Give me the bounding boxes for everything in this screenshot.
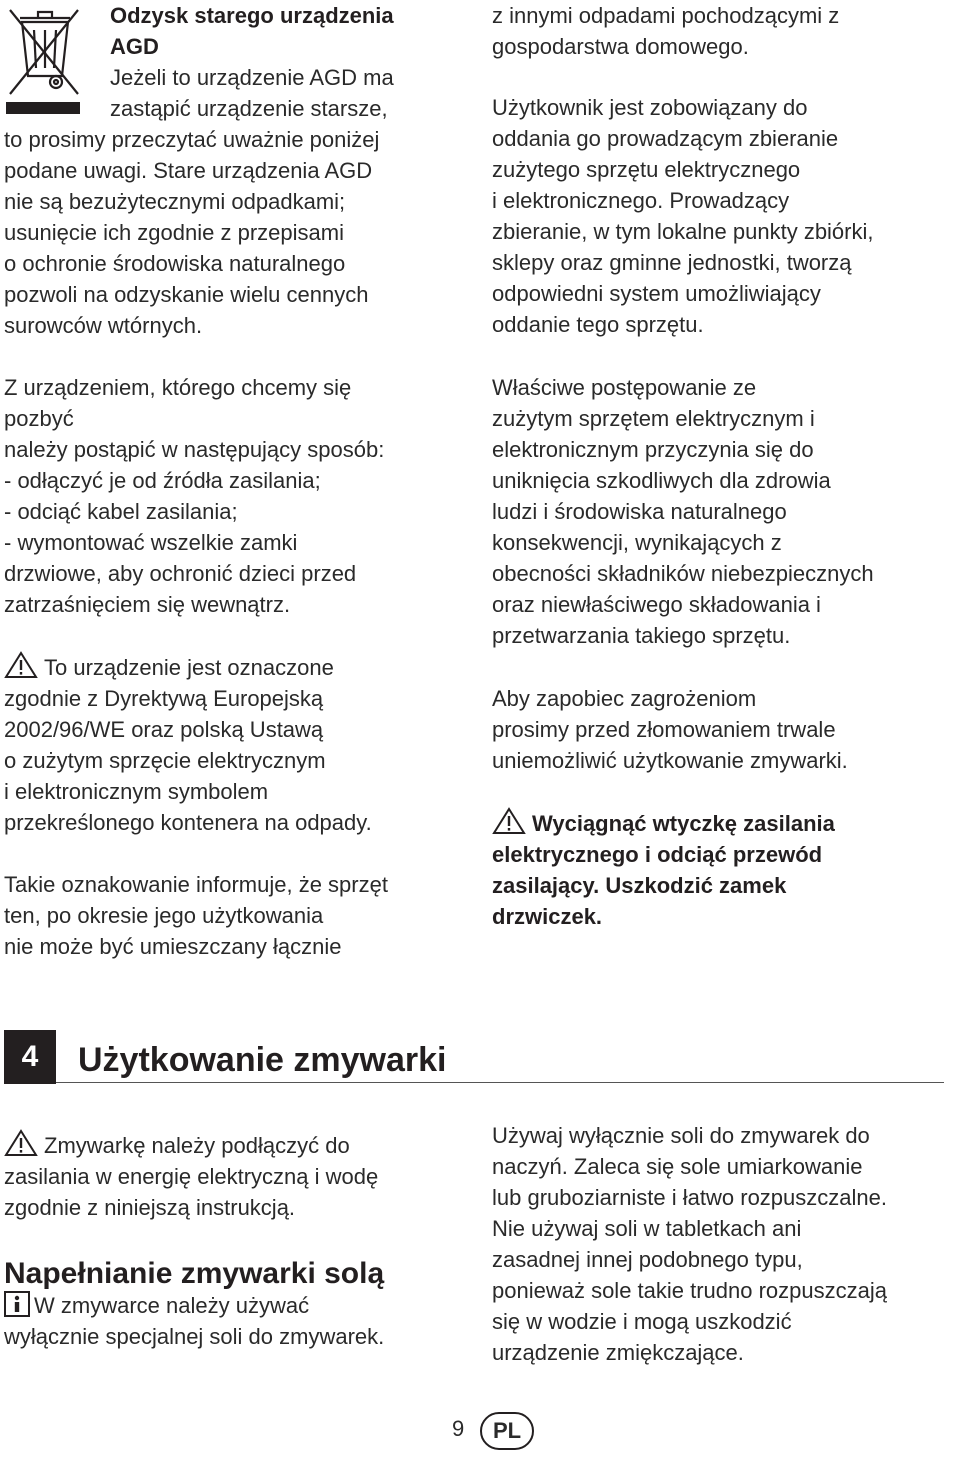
warning-first-line — [492, 807, 952, 839]
user-text-line: odpowiedni system umożliwiający — [492, 281, 821, 306]
info-first-line — [4, 1290, 474, 1321]
directive-first-line — [4, 651, 474, 683]
prevent-text-line: Aby zapobiec zagrożeniom — [492, 686, 757, 711]
steps-text-line: należy postąpić w następujący sposób: — [4, 437, 385, 462]
salt-text-line: Nie używaj soli w tabletkach ani — [492, 1216, 802, 1241]
prevent-text-line: prosimy przed złomowaniem trwale — [492, 717, 836, 742]
steps-text-line: zatrzaśnięciem się wewnątrz. — [4, 592, 291, 617]
steps-text-line: drzwiowe, aby ochronić dzieci przed — [4, 561, 357, 586]
warning-text-line: drzwiczek. — [492, 904, 603, 929]
steps-text-line: - odciąć kabel zasilania; — [4, 499, 238, 524]
proper-text-line: Właściwe postępowanie ze — [492, 375, 757, 400]
user-text-line: zbieranie, w tym lokalne punkty zbiórki, — [492, 219, 874, 244]
proper-text-line: obecności składników niebezpiecznych — [492, 561, 874, 586]
user-text-line: i elektronicznego. Prowadzący — [492, 188, 790, 213]
salt-info-paragraph — [4, 1290, 474, 1352]
section-number: 4 — [4, 1030, 56, 1084]
warning-text: Wyciągnąć wtyczkę zasilania — [532, 811, 835, 836]
user-text-line: oddanie tego sprzętu. — [492, 312, 704, 337]
salt-text-line: Używaj wyłącznie soli do zmywarek do — [492, 1123, 870, 1148]
salt-text-line: naczyń. Zaleca się sole umiarkowanie — [492, 1154, 863, 1179]
connect-first-line — [4, 1129, 474, 1161]
directive-text-line: zgodnie z Dyrektywą Europejską — [4, 686, 324, 711]
disposal-text-line: surowców wtórnych. — [4, 313, 203, 338]
proper-text-line: zużytym sprzętem elektrycznym i — [492, 406, 815, 431]
warning-text-line: elektrycznego i odciąć przewód — [492, 842, 823, 867]
salt-type-paragraph — [492, 1120, 958, 1368]
proper-text-line: przetwarzania takiego sprzętu. — [492, 623, 791, 648]
connect-text: Zmywarkę należy podłączyć do — [44, 1133, 350, 1158]
marking-text-line: Takie oznakowanie informuje, że sprzęt — [4, 872, 388, 897]
steps-text-line: pozbyć — [4, 406, 74, 431]
directive-text-line: o zużytym sprzęcie elektrycznym — [4, 748, 326, 773]
info-icon — [4, 1291, 30, 1317]
warning-triangle-icon — [4, 651, 38, 679]
prevent-text-line: uniemożliwić użytkowanie zmywarki. — [492, 748, 848, 773]
salt-text-line: lub gruboziarniste i łatwo rozpuszczalne. — [492, 1185, 887, 1210]
marking-paragraph — [4, 869, 474, 962]
connect-text-line: zasilania w energię elektryczną i wodę — [4, 1164, 379, 1189]
user-text-line: sklepy oraz gminne jednostki, tworzą — [492, 250, 852, 275]
steps-text-line: - wymontować wszelkie zamki — [4, 530, 298, 555]
disposal-text-line: usunięcie ich zgodnie z przepisami — [4, 220, 344, 245]
steps-text-line: - odłączyć je od źródła zasilania; — [4, 468, 321, 493]
section-divider — [56, 1082, 944, 1083]
proper-handling-paragraph — [492, 372, 952, 651]
page-number: 9 — [452, 1416, 465, 1441]
directive-text-line: przekreślonego kontenera na odpady. — [4, 810, 372, 835]
disposal-text-line: nie są bezużytecznymi odpadkami; — [4, 189, 346, 214]
connect-warning-paragraph — [4, 1129, 474, 1223]
proper-text-line: oraz niewłaściwego składowania i — [492, 592, 821, 617]
proper-text-line: konsekwencji, wynikających z — [492, 530, 782, 555]
warning-triangle-icon — [492, 807, 526, 835]
user-text-line: zużytego sprzętu elektrycznego — [492, 157, 801, 182]
unplug-warning-paragraph — [492, 807, 952, 932]
directive-text: To urządzenie jest oznaczone — [44, 655, 334, 680]
section-title: Użytkowanie zmywarki — [78, 1041, 447, 1079]
info-text: W zmywarce należy używać — [34, 1293, 310, 1318]
disposal-text-line: pozwoli na odzyskanie wielu cennych — [4, 282, 369, 307]
salt-text-line: urządzenie zmiękczające. — [492, 1340, 744, 1365]
disposal-text-line: to prosimy przeczytać uważnie poniżej — [4, 127, 380, 152]
directive-paragraph — [4, 651, 474, 838]
proper-text-line: uniknięcia szkodliwych dla zdrowia — [492, 468, 831, 493]
directive-text-line: 2002/96/WE oraz polską Ustawą — [4, 717, 324, 742]
proper-text-line: ludzi i środowiska naturalnego — [492, 499, 787, 524]
salt-text-line: się w wodzie i mogą uszkodzić — [492, 1309, 792, 1334]
continuation-paragraph — [492, 0, 952, 62]
warning-text-line: zasilający. Uszkodzić zamek — [492, 873, 787, 898]
continuation-text-line: z innymi odpadami pochodzącymi z — [492, 3, 840, 28]
connect-text-line: zgodnie z niniejszą instrukcją. — [4, 1195, 296, 1220]
disposal-title-line: Odzysk starego urządzenia — [110, 3, 394, 28]
user-text-line: oddania go prowadzącym zbieranie — [492, 126, 839, 151]
user-text-line: Użytkownik jest zobowiązany do — [492, 95, 808, 120]
user-obligation-paragraph — [492, 92, 952, 340]
disposal-text-line: zastąpić urządzenie starsze, — [110, 96, 388, 121]
disposal-title-line: AGD — [110, 34, 159, 59]
prevent-paragraph — [492, 683, 952, 776]
disposal-title-block — [110, 0, 470, 124]
salt-text-line: ponieważ sole takie trudno rozpuszczają — [492, 1278, 888, 1303]
info-text-line: wyłącznie specjalnej soli do zmywarek. — [4, 1324, 385, 1349]
language-badge: PL — [480, 1412, 534, 1450]
crossed-out-wheelie-bin-icon — [4, 2, 84, 120]
disposal-text-line: o ochronie środowiska naturalnego — [4, 251, 346, 276]
salt-subheading: Napełnianie zmywarki solą — [4, 1257, 385, 1290]
disposal-steps-paragraph — [4, 372, 474, 620]
marking-text-line: nie może być umieszczany łącznie — [4, 934, 342, 959]
warning-triangle-icon — [4, 1129, 38, 1157]
steps-text-line: Z urządzeniem, którego chcemy się — [4, 375, 352, 400]
disposal-text-line: podane uwagi. Stare urządzenia AGD — [4, 158, 373, 183]
marking-text-line: ten, po okresie jego użytkowania — [4, 903, 324, 928]
salt-text-line: zasadnej innej podobnego typu, — [492, 1247, 803, 1272]
directive-text-line: i elektronicznym symbolem — [4, 779, 269, 804]
disposal-text-line: Jeżeli to urządzenie AGD ma — [110, 65, 394, 90]
continuation-text-line: gospodarstwa domowego. — [492, 34, 749, 59]
proper-text-line: elektronicznym przyczynia się do — [492, 437, 814, 462]
disposal-paragraph — [4, 124, 474, 341]
